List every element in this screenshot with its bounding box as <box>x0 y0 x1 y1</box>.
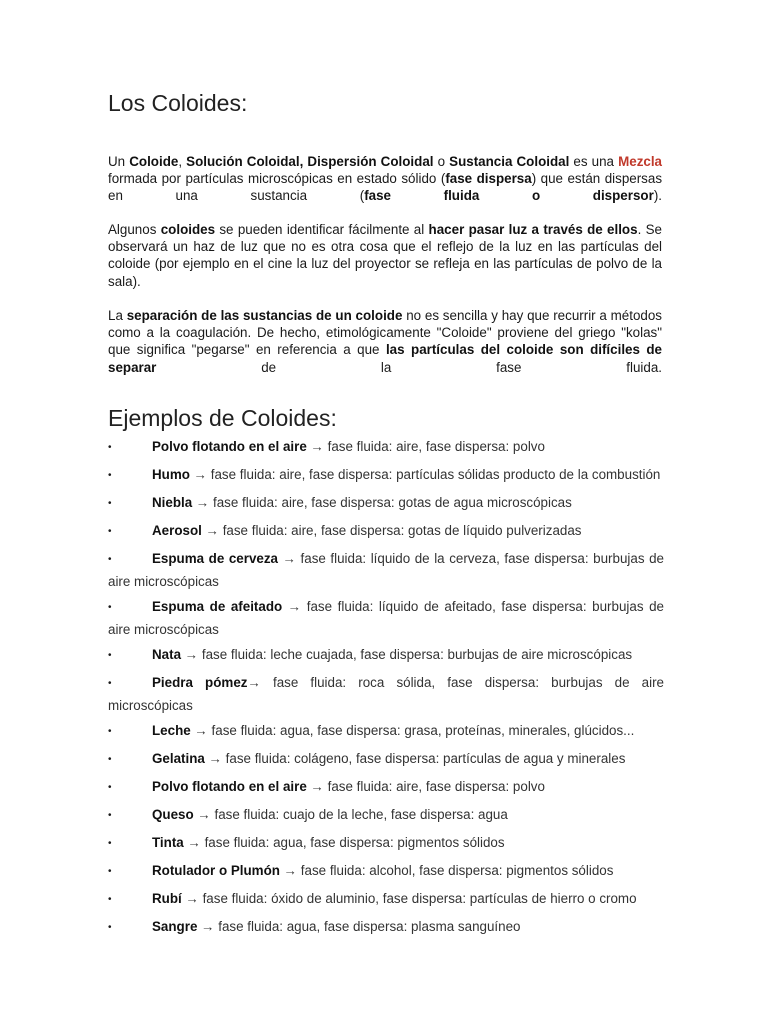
example-item <box>108 548 664 593</box>
term-separacion: separación de las sustancias de un coloide <box>126 308 403 323</box>
text-run: Un <box>108 154 130 169</box>
example-name: Queso <box>152 807 194 822</box>
example-name: Humo <box>152 467 190 482</box>
text-run: se pueden identificar fácilmente al <box>215 222 429 237</box>
example-item <box>108 596 664 641</box>
text-run: formada por partículas microscópicas en estado sólido ( <box>108 171 446 187</box>
examples-list <box>108 436 664 944</box>
bullet-icon: • <box>108 894 112 905</box>
example-description: → fase fluida: roca sólida, fase dispersa: burbujas de aire microscópicas <box>108 675 664 713</box>
example-item <box>108 672 664 717</box>
term-hacer-pasar-luz: hacer pasar luz a través de ellos <box>428 222 638 237</box>
example-item <box>108 832 664 857</box>
page-title: Los Coloides: <box>108 90 248 116</box>
term-solucion-dispersion: Solución Coloidal, Dispersión Coloidal <box>186 154 434 169</box>
light-paragraph <box>108 221 662 290</box>
bullet-icon: • <box>108 678 112 689</box>
example-description: → fase fluida: agua, fase dispersa: plasma sanguíneo <box>197 919 521 934</box>
bullet-icon: • <box>108 470 112 481</box>
example-name: Nata <box>152 647 182 662</box>
examples-heading: Ejemplos de Coloides: <box>108 405 337 431</box>
text-run: es una <box>569 154 619 169</box>
example-description: → fase fluida: líquido de afeitado, fase dispersa: burbujas de aire microscópicas <box>108 599 664 637</box>
example-description: → fase fluida: aire, fase dispersa: gotas de agua microscópicas <box>192 495 572 510</box>
term-particulas-dificiles: las partículas del coloide son difíciles de separar <box>108 342 662 375</box>
bullet-icon: • <box>108 650 112 661</box>
example-description: → fase fluida: aire, fase dispersa: partículas sólidas producto de la combustión <box>189 467 661 482</box>
text-run: , <box>178 154 187 169</box>
bullet-icon: • <box>108 726 112 737</box>
example-name: Polvo flotando en el aire <box>152 439 307 454</box>
example-item <box>108 720 664 745</box>
example-description: → fase fluida: agua, fase dispersa: pigmentos sólidos <box>183 835 505 850</box>
example-name: Rubí <box>152 891 182 906</box>
example-name: Espuma de afeitado <box>152 599 283 614</box>
separation-paragraph <box>108 307 662 376</box>
example-item <box>108 916 664 941</box>
example-name: Niebla <box>152 495 193 510</box>
example-name: Polvo flotando en el aire <box>152 779 307 794</box>
bullet-icon: • <box>108 922 112 933</box>
example-name: Espuma de cerveza <box>152 551 278 566</box>
mezcla-link[interactable]: Mezcla <box>618 154 663 169</box>
bullet-icon: • <box>108 838 112 849</box>
term-fase-fluida: fase fluida o dispersor <box>364 188 654 204</box>
example-description: → fase fluida: leche cuajada, fase dispersa: burbujas de aire microscópicas <box>181 647 633 662</box>
example-name: Aerosol <box>152 523 202 538</box>
text-run: . Se observará un haz de luz que no es otra cosa que el reflejo de la luz en las partículas del coloide (por ejemplo en el cine la luz del proyector se refleja en las partículas de polvo de la sala). <box>108 222 662 289</box>
text-run: La <box>108 308 127 323</box>
bullet-icon: • <box>108 602 112 613</box>
intro-paragraph <box>108 153 662 205</box>
bullet-icon: • <box>108 810 112 821</box>
example-name: Piedra pómez <box>152 675 248 690</box>
example-name: Gelatina <box>152 751 205 766</box>
example-item <box>108 464 664 489</box>
example-description: → fase fluida: óxido de aluminio, fase dispersa: partículas de hierro o cromo <box>181 891 637 906</box>
example-description: → fase fluida: líquido de la cerveza, fase dispersa: burbujas de aire microscópicas <box>108 551 664 589</box>
bullet-icon: • <box>108 498 112 509</box>
term-coloides: coloides <box>160 222 216 237</box>
example-description: → fase fluida: alcohol, fase dispersa: pigmentos sólidos <box>279 863 614 878</box>
term-sustancia-coloidal: Sustancia Coloidal <box>449 154 570 169</box>
example-description: → fase fluida: aire, fase dispersa: polvo <box>306 439 545 454</box>
bullet-icon: • <box>108 866 112 877</box>
example-item <box>108 804 664 829</box>
bullet-icon: • <box>108 526 112 537</box>
text-run: ) que están dispersas en una sustancia ( <box>108 171 663 204</box>
example-name: Leche <box>152 723 191 738</box>
example-item <box>108 888 664 913</box>
text-run: o <box>433 154 450 169</box>
example-item <box>108 492 664 517</box>
text-run: Algunos <box>108 222 161 237</box>
bullet-icon: • <box>108 442 112 453</box>
term-fase-dispersa: fase dispersa <box>445 171 532 187</box>
example-item <box>108 520 664 545</box>
example-name: Tinta <box>152 835 184 850</box>
text-run: no es sencilla y hay que recurrir a métodos como a la coagulación. De hecho, etimológicamente "Coloide" proviene del griego "kolas" que significa "pegarse" en referencia a que <box>108 308 662 358</box>
example-item <box>108 776 664 801</box>
example-item <box>108 860 664 885</box>
example-name: Rotulador o Plumón <box>152 863 280 878</box>
text-run: ). <box>653 188 662 204</box>
bullet-icon: • <box>108 554 112 565</box>
example-description: → fase fluida: colágeno, fase dispersa: partículas de agua y minerales <box>204 751 626 766</box>
example-description: → fase fluida: aire, fase dispersa: gotas de líquido pulverizadas <box>201 523 582 538</box>
text-run: de la fase fluida. <box>156 359 662 375</box>
example-description: → fase fluida: cuajo de la leche, fase dispersa: agua <box>193 807 508 822</box>
term-coloide: Coloide <box>129 154 179 169</box>
example-description: → fase fluida: aire, fase dispersa: polvo <box>306 779 545 794</box>
example-description: → fase fluida: agua, fase dispersa: grasa, proteínas, minerales, glúcidos... <box>190 723 635 738</box>
example-item <box>108 436 664 461</box>
example-item <box>108 644 664 669</box>
example-item <box>108 748 664 773</box>
bullet-icon: • <box>108 782 112 793</box>
example-name: Sangre <box>152 919 198 934</box>
bullet-icon: • <box>108 754 112 765</box>
